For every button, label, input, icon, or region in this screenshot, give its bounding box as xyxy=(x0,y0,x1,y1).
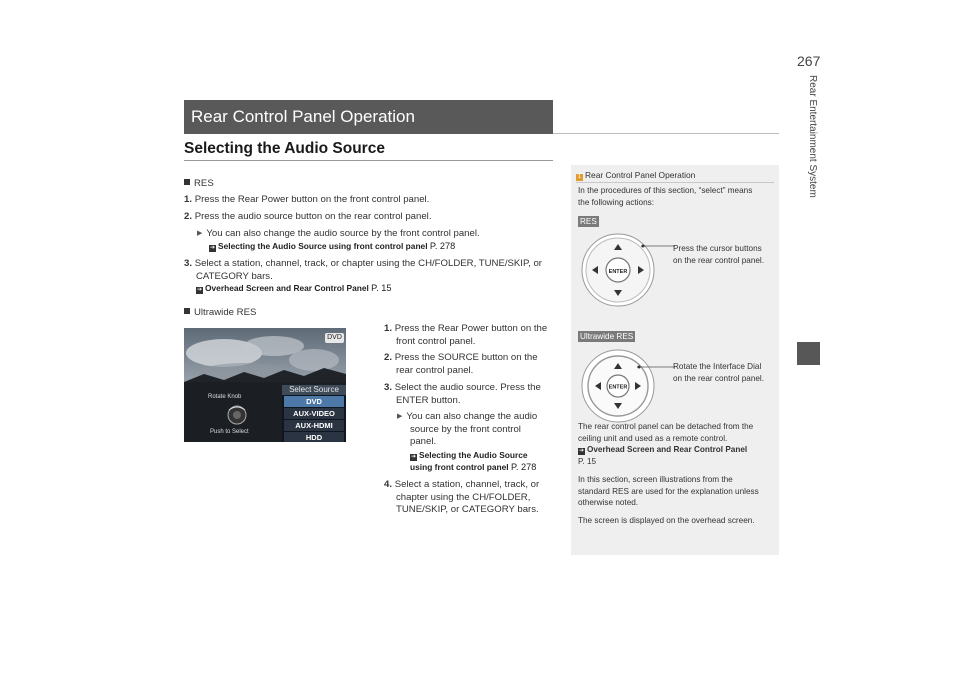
menu-title: Select Source xyxy=(282,385,346,395)
uw-step-3: 3. Select the audio source. Press the ENTER button. xyxy=(384,382,541,406)
chapter-tab xyxy=(797,342,820,365)
xref-arrow-icon: ➔ xyxy=(578,448,585,454)
uw-xref[interactable]: ➔ Selecting the Audio Source using front control panel P. 278 xyxy=(410,450,537,472)
overhead-note: The screen is displayed on the overhead screen. xyxy=(578,516,755,525)
page-number: 267 xyxy=(797,53,821,69)
res-step-1: 1. Press the Rear Power button on the front control panel. xyxy=(184,194,430,205)
interface-dial-icon xyxy=(580,348,656,424)
menu-item[interactable]: AUX-VIDEO xyxy=(284,408,344,419)
divider xyxy=(553,133,779,134)
callout-line xyxy=(641,242,675,250)
note-marker-icon: 1 xyxy=(577,174,582,180)
divider xyxy=(576,182,774,183)
ultrawide-badge: Ultrawide RES xyxy=(580,332,634,341)
source-badge: DVD xyxy=(325,333,344,343)
callout-line xyxy=(637,363,675,371)
ultrawide-caption: Rotate the Interface Dial on the rear control panel. xyxy=(673,362,765,383)
detach-xref[interactable]: Overhead Screen and Rear Control Panel xyxy=(587,445,748,454)
uw-step-4: 4. Select a station, channel, track, or chapter using the CH/FOLDER, TUNE/SKIP, or CATEGORY bars. xyxy=(384,479,540,515)
illustration-note: In this section, screen illustrations from the standard RES are used for the explanation unless otherwise noted. xyxy=(578,475,759,507)
xref-arrow-icon: ➔ xyxy=(196,287,203,293)
xref-arrow-icon: ➔ xyxy=(410,454,417,460)
rotate-knob-icon xyxy=(226,404,248,426)
side-note-panel xyxy=(571,165,779,555)
ultrawide-heading: Ultrawide RES xyxy=(184,307,256,320)
res-badge: RES xyxy=(580,217,597,226)
enter-label: ENTER xyxy=(608,384,628,391)
select-source-screenshot xyxy=(184,328,346,442)
res-step-2: 2. Press the audio source button on the rear control panel. xyxy=(184,211,432,222)
menu-item[interactable]: DVD xyxy=(284,396,344,407)
detach-note: The rear control panel can be detached from the ceiling unit and used as a remote control. ➔ Overhead Screen and Rear Control Panel P. 15 xyxy=(578,422,754,466)
res-heading: RES xyxy=(184,178,214,191)
res-xref-1[interactable]: ➔ Selecting the Audio Source using front control panel P. 278 xyxy=(209,241,456,251)
section-header xyxy=(184,100,553,134)
uw-step-1: 1. Press the Rear Power button on the front control panel. xyxy=(384,323,548,347)
xref-arrow-icon: ➔ xyxy=(209,245,216,251)
uw-step-2: 2. Press the SOURCE button on the rear control panel. xyxy=(384,352,538,376)
res-note: ▶ You can also change the audio source by the front control panel. xyxy=(197,228,480,241)
menu-item[interactable]: HDD xyxy=(284,432,344,442)
knob-label: Rotate Knob xyxy=(208,394,242,400)
source-menu xyxy=(282,385,346,442)
uw-note: ▶ You can also change the audio source by the front control panel. xyxy=(397,411,537,449)
enter-label: ENTER xyxy=(608,269,628,275)
side-heading: 1 Rear Control Panel Operation xyxy=(577,170,696,180)
menu-item[interactable]: AUX-HDMI xyxy=(284,420,344,431)
page-title: Selecting the Audio Source xyxy=(184,140,385,157)
divider xyxy=(184,160,553,161)
chapter-label: Rear Entertainment System xyxy=(807,75,818,198)
res-xref-2[interactable]: ➔ Overhead Screen and Rear Control Panel P. 15 xyxy=(196,283,392,293)
push-label: Push to Select xyxy=(210,429,249,435)
res-caption: Press the cursor buttons on the rear control panel. xyxy=(673,244,765,265)
side-intro: In the procedures of this section, “select” means the following actions: xyxy=(578,186,753,207)
section-title: Rear Control Panel Operation xyxy=(191,107,415,126)
res-step-3: 3. Select a station, channel, track, or chapter using the CH/FOLDER, TUNE/SKIP, or CATEGORY bars. xyxy=(184,258,542,282)
